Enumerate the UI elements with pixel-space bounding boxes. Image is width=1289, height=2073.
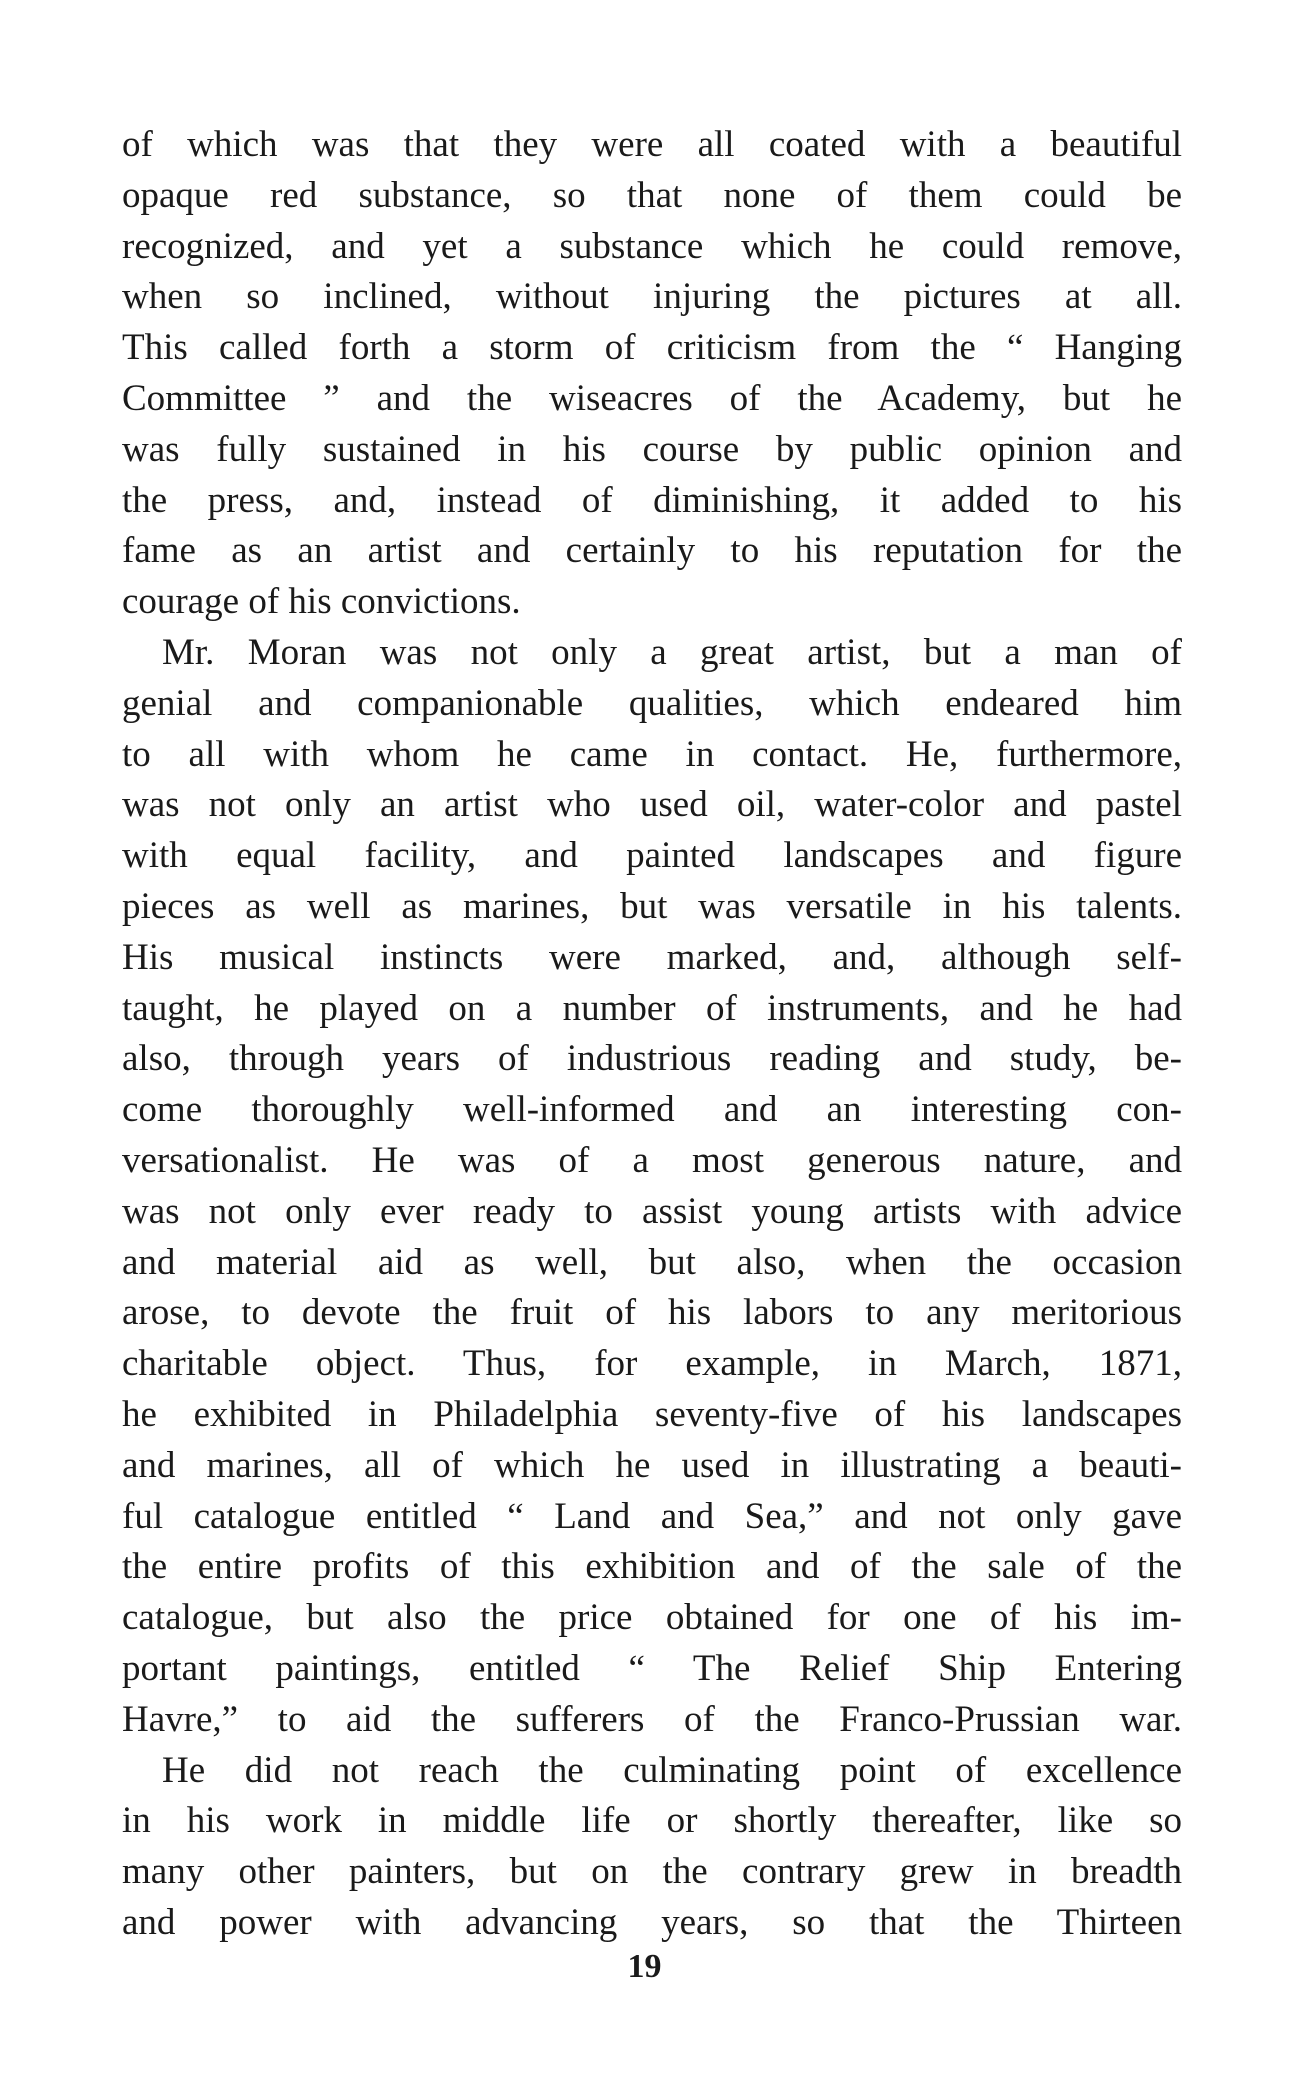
- text-line: taught, he played on a number of instruments, and he had: [122, 987, 1182, 1029]
- text-line: come thoroughly well-informed and an interesting con-: [122, 1089, 1182, 1131]
- paragraph-2: [122, 628, 1182, 1746]
- text-line: He did not reach the culminating point of excellence: [162, 1749, 1182, 1791]
- text-line: ful catalogue entitled “ Land and Sea,” and not only gave: [122, 1495, 1182, 1537]
- text-line: His musical instincts were marked, and, although self-: [122, 936, 1182, 978]
- text-line: many other painters, but on the contrary grew in breadth: [122, 1851, 1182, 1893]
- text-line: and power with advancing years, so that the Thirteen: [122, 1901, 1182, 1943]
- text-line: and material aid as well, but also, when the occasion: [122, 1241, 1182, 1283]
- text-line: Committee ” and the wiseacres of the Academy, but he: [122, 377, 1182, 419]
- text-line: genial and companionable qualities, which endeared him: [122, 682, 1182, 724]
- text-line: was fully sustained in his course by public opinion and: [122, 428, 1182, 470]
- text-line: portant paintings, entitled “ The Relief Ship Entering: [122, 1647, 1182, 1689]
- text-line: the entire profits of this exhibition and of the sale of the: [122, 1546, 1182, 1588]
- text-line: catalogue, but also the price obtained for one of his im-: [122, 1597, 1182, 1639]
- text-line: the press, and, instead of diminishing, it added to his: [122, 479, 1182, 521]
- text-line: recognized, and yet a substance which he could remove,: [122, 225, 1182, 267]
- book-page-text: [122, 120, 1182, 2020]
- text-line: fame as an artist and certainly to his reputation for the: [122, 530, 1182, 572]
- text-line: and marines, all of which he used in illustrating a beauti-: [122, 1444, 1182, 1486]
- text-line: This called forth a storm of criticism from the “ Hanging: [122, 327, 1182, 369]
- text-line: was not only ever ready to assist young artists with advice: [122, 1190, 1182, 1232]
- text-line: arose, to devote the fruit of his labors to any meritorious: [122, 1292, 1182, 1334]
- paragraph-3: [122, 1746, 1182, 1949]
- text-line: was not only an artist who used oil, water-color and pastel: [122, 784, 1182, 826]
- page-number: 19: [627, 1948, 662, 1985]
- paragraph-1: [122, 120, 1182, 628]
- text-line: when so inclined, without injuring the pictures at all.: [122, 276, 1182, 318]
- text-line: he exhibited in Philadelphia seventy-five of his landscapes: [122, 1393, 1182, 1435]
- text-line: versationalist. He was of a most generous nature, and: [122, 1139, 1182, 1181]
- text-line: Havre,” to aid the sufferers of the Franco-Prussian war.: [122, 1698, 1182, 1740]
- text-line: pieces as well as marines, but was versatile in his talents.: [122, 885, 1182, 927]
- text-line: in his work in middle life or shortly thereafter, like so: [122, 1800, 1182, 1842]
- text-line: also, through years of industrious reading and study, be-: [122, 1038, 1182, 1080]
- text-line: to all with whom he came in contact. He, furthermore,: [122, 733, 1182, 775]
- text-line: with equal facility, and painted landscapes and figure: [122, 835, 1182, 877]
- text-line: charitable object. Thus, for example, in March, 1871,: [122, 1343, 1182, 1385]
- text-line: Mr. Moran was not only a great artist, but a man of: [162, 631, 1182, 673]
- text-line: opaque red substance, so that none of them could be: [122, 174, 1182, 216]
- text-line: courage of his convictions.: [122, 581, 521, 623]
- text-line: of which was that they were all coated with a beautiful: [122, 124, 1182, 165]
